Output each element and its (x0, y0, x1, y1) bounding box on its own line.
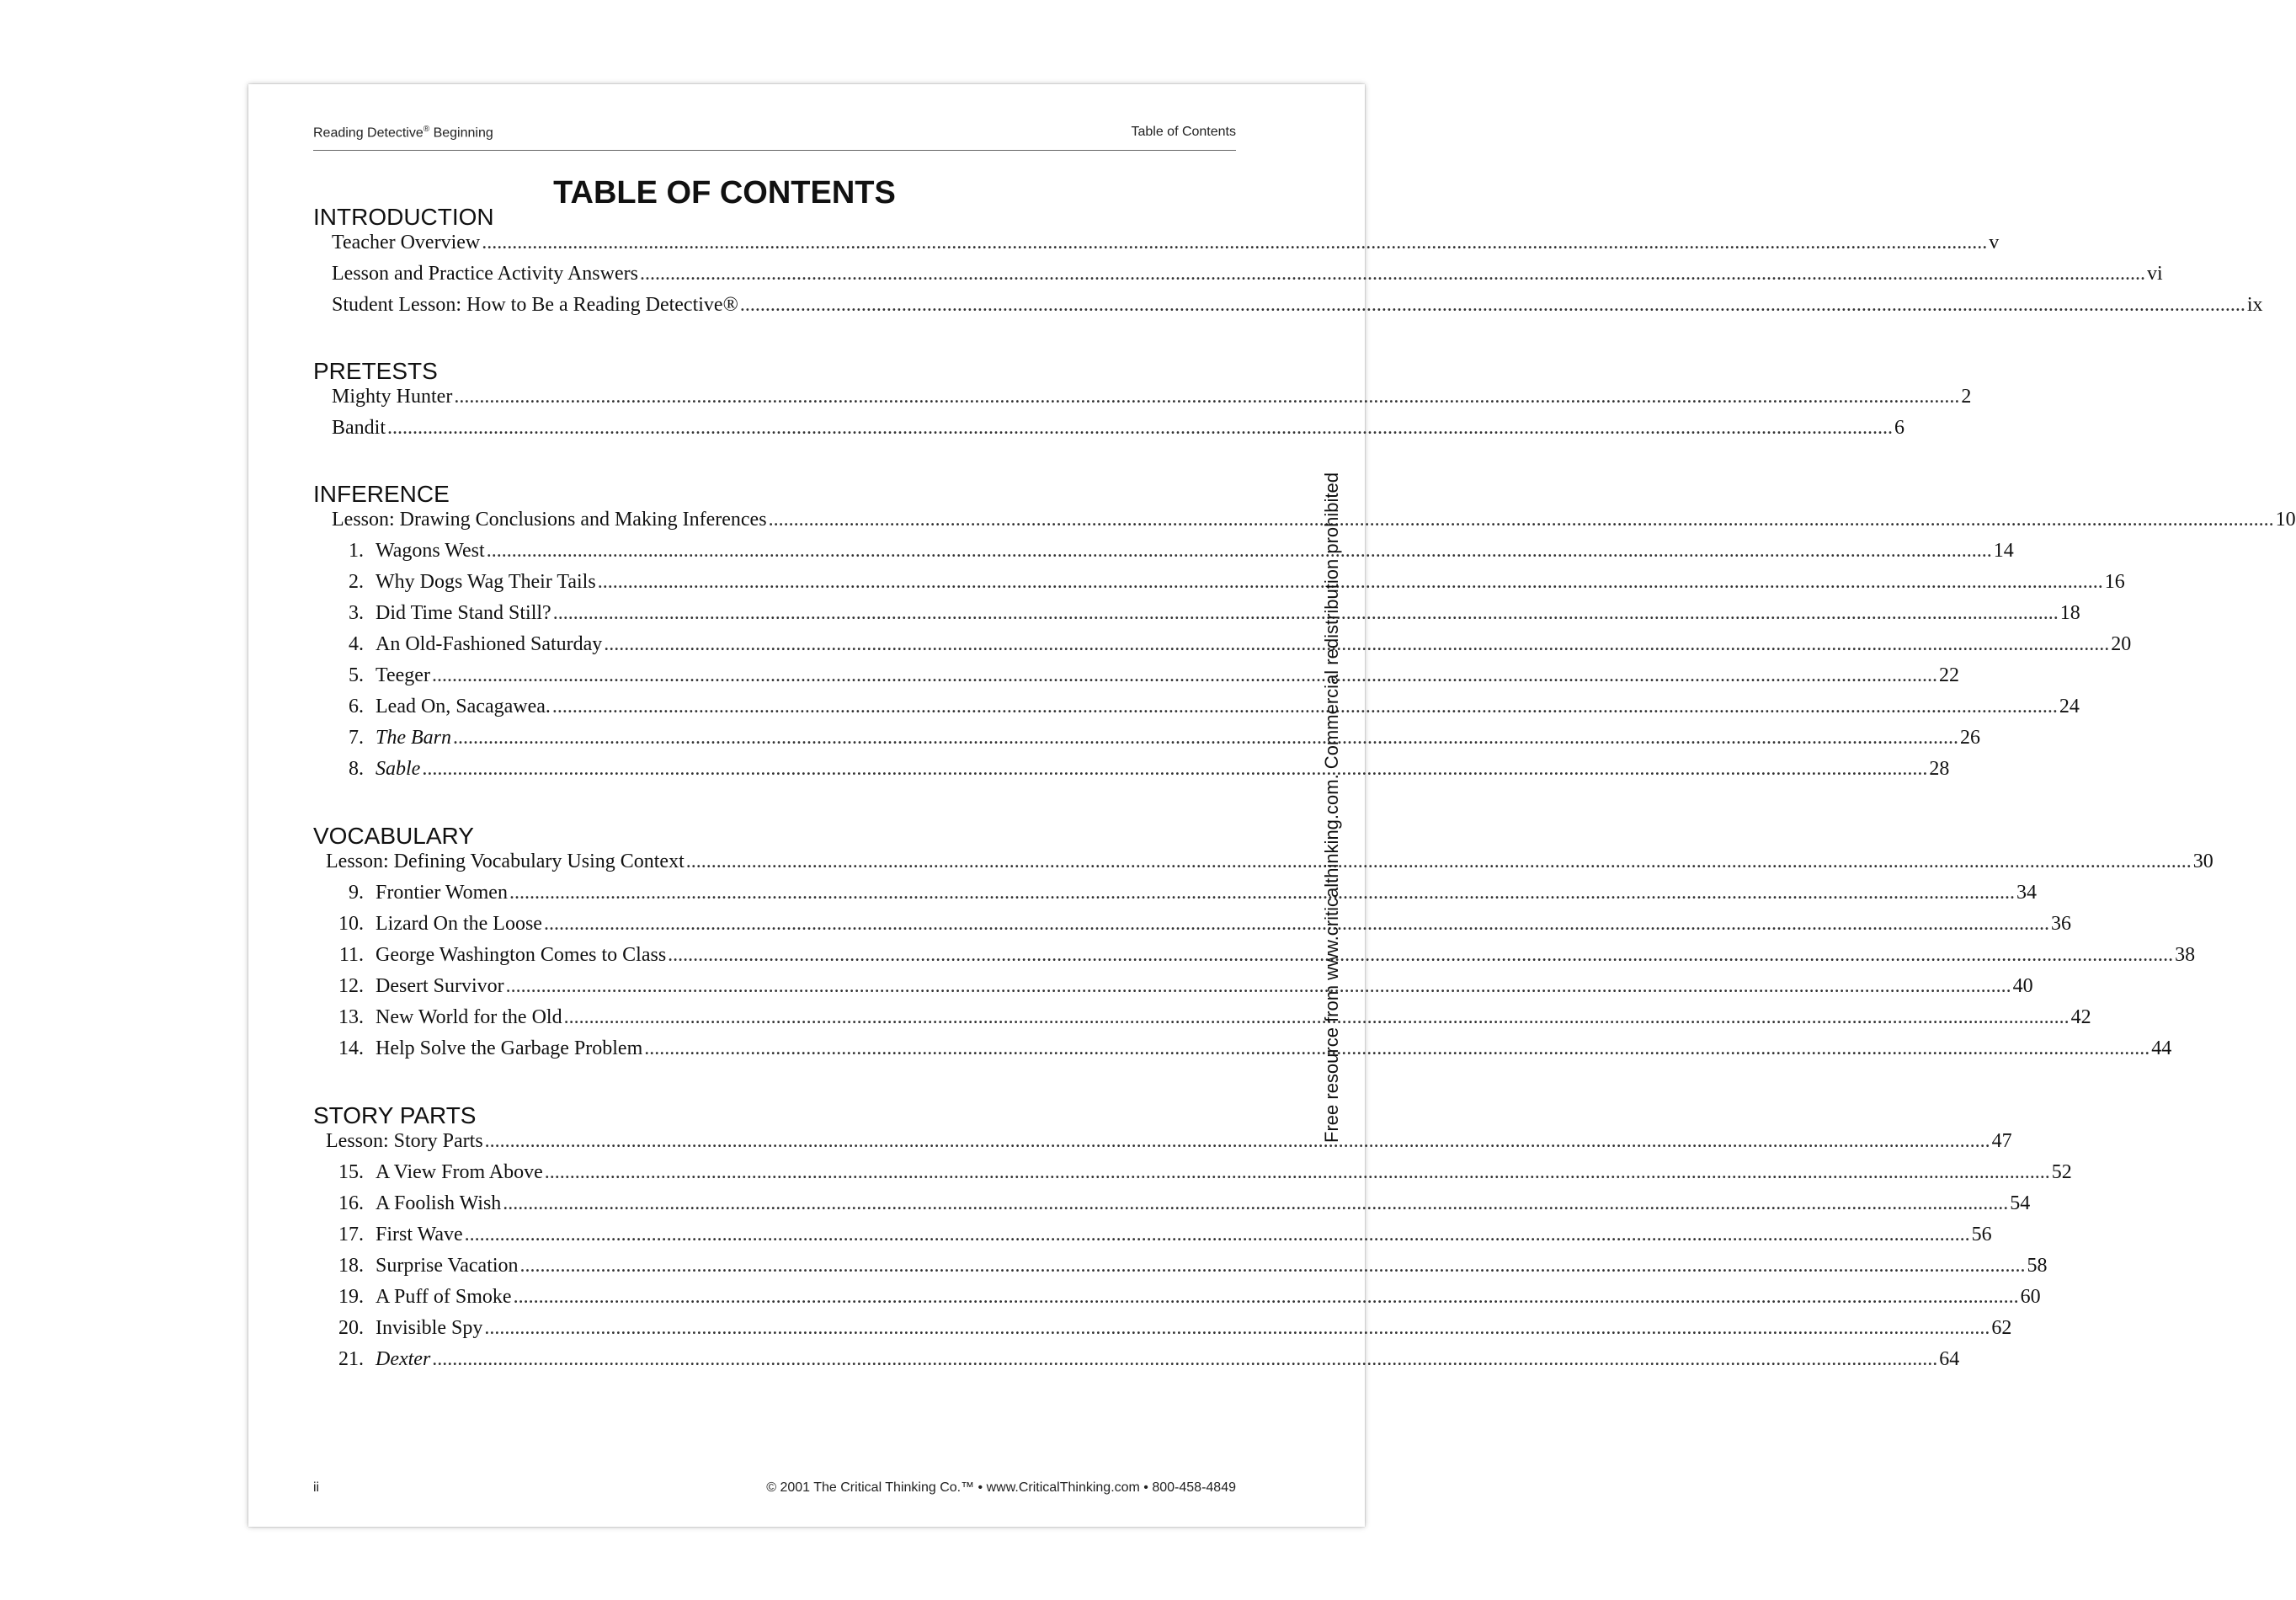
toc-entry: Student Lesson: How to Be a Reading Detective® .......................................................................................................................................................................................................................................................................................................... ix (332, 294, 2263, 316)
toc-entry: 9. Frontier Women .......................................................................................................................................................................................................................................................................................................... 34 (349, 882, 2037, 904)
toc-entry: 20. Invisible Spy .......................................................................................................................................................................................................................................................................................................... 62 (338, 1317, 2012, 1339)
toc-entry: Lesson and Practice Activity Answers .......................................................................................................................................................................................................................................................................................................... vi (332, 263, 2163, 285)
section-heading-story-parts: STORY PARTS (313, 1102, 477, 1128)
toc-entry: 1. Wagons West .......................................................................................................................................................................................................................................................................................................... 14 (349, 540, 2014, 562)
toc-entry: 8. Sable .......................................................................................................................................................................................................................................................................................................... 28 (349, 758, 1950, 780)
document-page (248, 84, 2296, 1527)
toc-entry: 12. Desert Survivor .......................................................................................................................................................................................................................................................................................................... 40 (338, 975, 2033, 997)
toc-entry: 3. Did Time Stand Still? .......................................................................................................................................................................................................................................................................................................... 18 (349, 602, 2080, 624)
toc-entry: 4. An Old-Fashioned Saturday .......................................................................................................................................................................................................................................................................................................... 20 (349, 633, 2132, 655)
toc-entry: 2. Why Dogs Wag Their Tails .......................................................................................................................................................................................................................................................................................................... 16 (349, 571, 2125, 593)
section-heading-inference: INFERENCE (313, 481, 450, 507)
section-heading-introduction: INTRODUCTION (313, 204, 494, 230)
toc-entry: 13. New World for the Old .......................................................................................................................................................................................................................................................................................................... 42 (338, 1006, 2091, 1028)
toc-entry: Mighty Hunter .......................................................................................................................................................................................................................................................................................................... 2 (332, 386, 1972, 408)
toc-entry: 10. Lizard On the Loose .......................................................................................................................................................................................................................................................................................................... 36 (338, 913, 2071, 935)
section-heading-pretests: PRETESTS (313, 358, 438, 384)
redistribution-notice: Free resource from www.criticalthinking.com. Commercial redistribution prohibited (1321, 472, 1342, 1143)
page-number: ii (313, 1480, 320, 1495)
toc-entry: 7. The Barn .......................................................................................................................................................................................................................................................................................................... 26 (349, 727, 1980, 749)
toc-entry: Bandit .......................................................................................................................................................................................................................................................................................................... 6 (332, 417, 1904, 439)
header-section-title: Table of Contents (1131, 125, 1236, 139)
toc-entry: 6. Lead On, Sacagawea. .......................................................................................................................................................................................................................................................................................................... 24 (349, 696, 2080, 717)
header-book-title: Reading Detective® Beginning (313, 125, 493, 141)
toc-entry: 19. A Puff of Smoke .......................................................................................................................................................................................................................................................................................................... 60 (338, 1286, 2041, 1308)
toc-entry: 18. Surprise Vacation .......................................................................................................................................................................................................................................................................................................... 58 (338, 1255, 2048, 1277)
toc-lesson-entry: Lesson: Drawing Conclusions and Making Inferences .......................................................................................................................................................................................................................................................................................................... 10 (332, 509, 2296, 531)
section-heading-vocabulary: VOCABULARY (313, 823, 474, 849)
toc-entry: 5. Teeger .......................................................................................................................................................................................................................................................................................................... 22 (349, 664, 1959, 686)
toc-entry: 15. A View From Above .......................................................................................................................................................................................................................................................................................................... 52 (338, 1161, 2072, 1183)
toc-entry: Teacher Overview .......................................................................................................................................................................................................................................................................................................... v (332, 232, 2000, 253)
toc-entry: 21. Dexter .......................................................................................................................................................................................................................................................................................................... 64 (338, 1348, 1960, 1370)
toc-lesson-entry: Lesson: Story Parts .......................................................................................................................................................................................................................................................................................................... 47 (326, 1130, 2012, 1152)
toc-lesson-entry: Lesson: Defining Vocabulary Using Context .......................................................................................................................................................................................................................................................................................................... 30 (326, 851, 2213, 872)
copyright-line: © 2001 The Critical Thinking Co.™ • www.CriticalThinking.com • 800-458-4849 (766, 1480, 1236, 1495)
running-header (313, 123, 1236, 151)
toc-entry: 11. George Washington Comes to Class .......................................................................................................................................................................................................................................................................................................... 38 (338, 944, 2196, 966)
toc-entry: 17. First Wave .......................................................................................................................................................................................................................................................................................................... 56 (338, 1224, 1992, 1245)
toc-entry: 16. A Foolish Wish .......................................................................................................................................................................................................................................................................................................... 54 (338, 1192, 2031, 1214)
page-title: TABLE OF CONTENTS (553, 175, 896, 211)
toc-entry: 14. Help Solve the Garbage Problem .......................................................................................................................................................................................................................................................................................................... 44 (338, 1037, 2172, 1059)
